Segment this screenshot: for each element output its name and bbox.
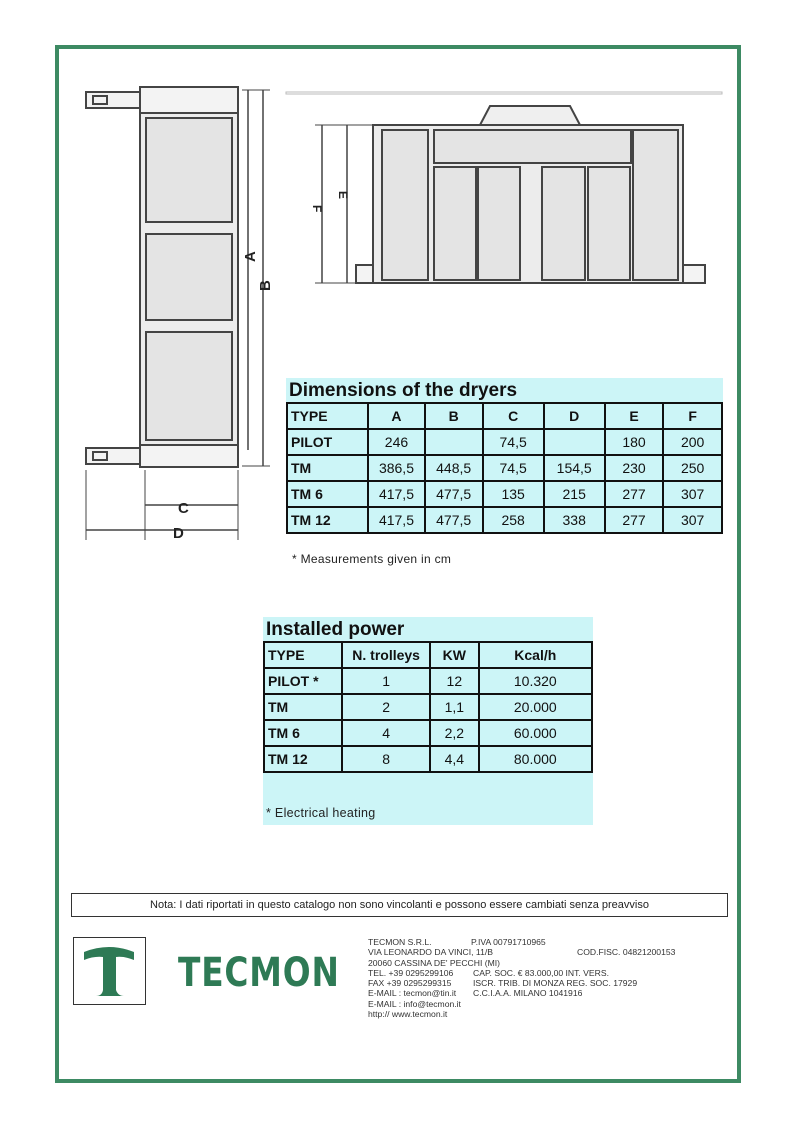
dimensions-cell: TM <box>287 455 368 481</box>
dimensions-cell: 417,5 <box>368 507 424 533</box>
company-tel: TEL. +39 0295299106 <box>368 967 454 978</box>
power-cell: 10.320 <box>479 668 592 694</box>
power-cell: TM 6 <box>264 720 342 746</box>
power-header-1: N. trolleys <box>342 642 430 668</box>
logo-t-icon <box>74 938 145 1004</box>
dimensions-cell: 258 <box>483 507 544 533</box>
company-codfisc: COD.FISC. 04821200153 <box>577 947 676 958</box>
power-cell: 60.000 <box>479 720 592 746</box>
table-row <box>287 507 722 533</box>
table-row <box>287 455 722 481</box>
tecmon-logo <box>73 937 146 1005</box>
dimensions-cell <box>544 429 605 455</box>
dimensions-cell: 338 <box>544 507 605 533</box>
label-b: B <box>257 280 274 291</box>
dimensions-cell: 230 <box>605 455 664 481</box>
power-cell: 4 <box>342 720 430 746</box>
dimensions-cell: 246 <box>368 429 424 455</box>
power-title: Installed power <box>266 619 405 640</box>
power-cell: TM 12 <box>264 746 342 772</box>
power-cell: 4,4 <box>430 746 479 772</box>
company-city: 20060 CASSINA DE' PECCHI (MI) <box>368 957 501 968</box>
dimensions-header-1: A <box>368 403 424 429</box>
dimensions-cell: 135 <box>483 481 544 507</box>
table-row <box>264 720 592 746</box>
table-row <box>287 429 722 455</box>
dimensions-cell: 386,5 <box>368 455 424 481</box>
dimensions-cell <box>425 429 483 455</box>
dimensions-cell: 74,5 <box>483 429 544 455</box>
label-e: E <box>336 191 350 200</box>
power-cell: 80.000 <box>479 746 592 772</box>
company-name: TECMON S.R.L. <box>368 937 432 947</box>
power-header-3: Kcal/h <box>479 642 592 668</box>
dimensions-header-0: TYPE <box>287 403 368 429</box>
power-header-0: TYPE <box>264 642 342 668</box>
dimensions-header-5: E <box>605 403 664 429</box>
company-piva: P.IVA 00791710965 <box>471 937 546 947</box>
dimensions-header-4: D <box>544 403 605 429</box>
dimensions-footnote: * Measurements given in cm <box>292 552 452 566</box>
dimensions-cell: 448,5 <box>425 455 483 481</box>
label-d: D <box>173 525 184 542</box>
dimensions-header-2: B <box>425 403 483 429</box>
table-row <box>287 481 722 507</box>
dimensions-cell: TM 12 <box>287 507 368 533</box>
brand-name: TECMON <box>178 950 340 996</box>
dimensions-header-3: C <box>483 403 544 429</box>
dimensions-cell: 200 <box>663 429 722 455</box>
power-cell: PILOT * <box>264 668 342 694</box>
company-email-2[interactable]: E-MAIL : info@tecmon.it <box>368 998 461 1009</box>
power-cell: 12 <box>430 668 479 694</box>
dimensions-cell: 477,5 <box>425 507 483 533</box>
dimensions-cell: 180 <box>605 429 664 455</box>
label-f: F <box>310 205 324 213</box>
dimensions-cell: TM 6 <box>287 481 368 507</box>
dimensions-cell: 477,5 <box>425 481 483 507</box>
dimensions-table <box>286 402 723 534</box>
dimensions-title: Dimensions of the dryers <box>289 380 518 401</box>
table-row <box>264 746 592 772</box>
power-footnote: * Electrical heating <box>266 806 376 820</box>
company-iscr: ISCR. TRIB. DI MONZA REG. SOC. 17929 <box>473 978 638 989</box>
power-cell: 1 <box>342 668 430 694</box>
power-cell: 2 <box>342 694 430 720</box>
power-table <box>263 641 593 773</box>
dimensions-cell: 154,5 <box>544 455 605 481</box>
disclaimer-notice: Nota: I dati riportati in questo catalogo non sono vincolanti e possono essere cambiati senza preavviso <box>71 893 728 917</box>
dimensions-title-bar <box>286 378 723 403</box>
label-c: C <box>178 500 189 517</box>
label-a: A <box>242 251 259 262</box>
power-cell: 1,1 <box>430 694 479 720</box>
dimensions-cell: PILOT <box>287 429 368 455</box>
dimensions-cell: 250 <box>663 455 722 481</box>
dimensions-cell: 74,5 <box>483 455 544 481</box>
power-header-2: KW <box>430 642 479 668</box>
dimensions-cell: 307 <box>663 507 722 533</box>
power-cell: 2,2 <box>430 720 479 746</box>
table-row <box>264 668 592 694</box>
dimensions-cell: 215 <box>544 481 605 507</box>
company-email-1[interactable]: E-MAIL : tecmon@tin.it <box>368 988 457 999</box>
company-capital: CAP. SOC. € 83.000,00 INT. VERS. <box>473 967 609 978</box>
company-info <box>368 937 698 1019</box>
power-cell: TM <box>264 694 342 720</box>
power-cell: 8 <box>342 746 430 772</box>
dimensions-header-6: F <box>663 403 722 429</box>
dimensions-cell: 417,5 <box>368 481 424 507</box>
company-cciaa: C.C.I.A.A. MILANO 1041916 <box>473 988 583 999</box>
dimensions-cell: 307 <box>663 481 722 507</box>
dimensions-cell: 277 <box>605 507 664 533</box>
table-row <box>264 694 592 720</box>
power-cell: 20.000 <box>479 694 592 720</box>
company-address: VIA LEONARDO DA VINCI, 11/B <box>368 947 493 958</box>
dimensions-cell: 277 <box>605 481 664 507</box>
company-website[interactable]: http:// www.tecmon.it <box>368 1009 448 1020</box>
company-fax: FAX +39 0295299315 <box>368 978 452 989</box>
